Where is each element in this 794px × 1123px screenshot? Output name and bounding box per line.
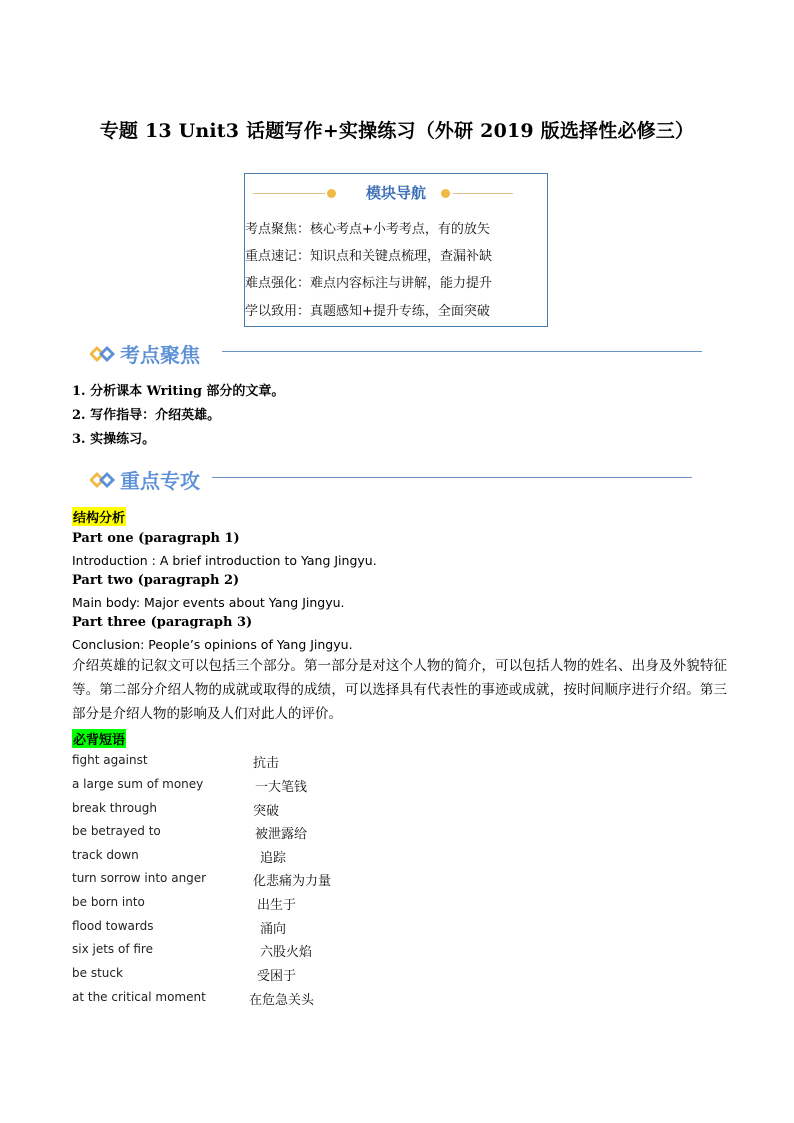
- part-heading: Part one (paragraph 1): [72, 531, 240, 546]
- double-diamond-icon: [90, 471, 116, 489]
- phrase-zh: 追踪: [260, 851, 287, 866]
- phrase-zh: 六股火焰: [260, 945, 313, 960]
- phrase-en: six jets of fire: [72, 942, 153, 956]
- part-text: Introduction : A brief introduction to Yang Jingyu.: [72, 553, 377, 568]
- phrase-en: track down: [72, 848, 139, 862]
- phrase-zh: 涌向: [260, 922, 287, 937]
- part-text: Conclusion: People’s opinions of Yang Jingyu.: [72, 637, 353, 652]
- nav-title: 模块导航: [365, 184, 426, 202]
- phrase-zh: 在危急关头: [249, 993, 315, 1008]
- phrase-zh: 抗击: [253, 756, 280, 771]
- structure-label: 结构分析: [72, 507, 126, 526]
- phrase-en: flood towards: [72, 919, 154, 933]
- dot-icon: [441, 189, 450, 198]
- phrase-en: be betrayed to: [72, 824, 161, 838]
- nav-item-focus: 考点聚焦：核心考点+小考考点，有的放矢: [245, 222, 490, 237]
- part-text: Main body: Major events about Yang Jingyu.: [72, 595, 345, 610]
- section-title-focus: 考点聚焦: [120, 343, 200, 367]
- phrase-zh: 化悲痛为力量: [253, 874, 332, 889]
- phrase-zh: 出生于: [257, 898, 297, 913]
- summary-paragraph: 介绍英雄的记叙文可以包括三个部分。第一部分是对这个人物的简介，可以包括人物的姓名、出身及外貌特征等。第二部分介绍人物的成就或取得的成绩，可以选择具有代表性的事迹或成就，按时间顺序进行介绍。第三部分是介绍人物的影响及人们对此人的评价。: [72, 658, 727, 722]
- nav-divider-right: [453, 193, 513, 194]
- phrase-zh: 突破: [253, 804, 280, 819]
- phrase-en: fight against: [72, 753, 148, 767]
- section-title-key: 重点专攻: [120, 469, 200, 493]
- nav-item-apply: 学以致用：真题感知+提升专练，全面突破: [245, 304, 490, 319]
- phrase-en: a large sum of money: [72, 777, 204, 791]
- phrase-en: turn sorrow into anger: [72, 871, 207, 885]
- double-diamond-icon: [90, 345, 116, 363]
- phrase-en: be stuck: [72, 966, 123, 980]
- phrase-zh: 受困于: [257, 969, 297, 984]
- phrases-label: 必背短语: [72, 729, 126, 748]
- list-item: 2. 写作指导：介绍英雄。: [72, 408, 221, 423]
- section-divider: [222, 351, 702, 352]
- phrase-zh: 被泄露给: [255, 827, 308, 842]
- module-navigation-box: [244, 173, 548, 327]
- nav-item-memo: 重点速记：知识点和关键点梳理，查漏补缺: [245, 249, 493, 264]
- nav-item-strengthen: 难点强化：难点内容标注与讲解，能力提升: [245, 276, 493, 291]
- phrase-en: at the critical moment: [72, 990, 206, 1004]
- part-heading: Part two (paragraph 2): [72, 573, 240, 588]
- list-item: 1. 分析课本 Writing 部分的文章。: [72, 384, 285, 399]
- phrase-zh: 一大笔钱: [255, 780, 308, 795]
- document-title: 专题 13 Unit3 话题写作+实操练习（外研 2019 版选择性必修三）: [99, 120, 695, 142]
- nav-header: [245, 182, 547, 204]
- section-divider: [212, 477, 692, 478]
- list-item: 3. 实操练习。: [72, 432, 156, 447]
- phrase-en: be born into: [72, 895, 145, 909]
- phrase-en: break through: [72, 801, 157, 815]
- part-heading: Part three (paragraph 3): [72, 615, 253, 630]
